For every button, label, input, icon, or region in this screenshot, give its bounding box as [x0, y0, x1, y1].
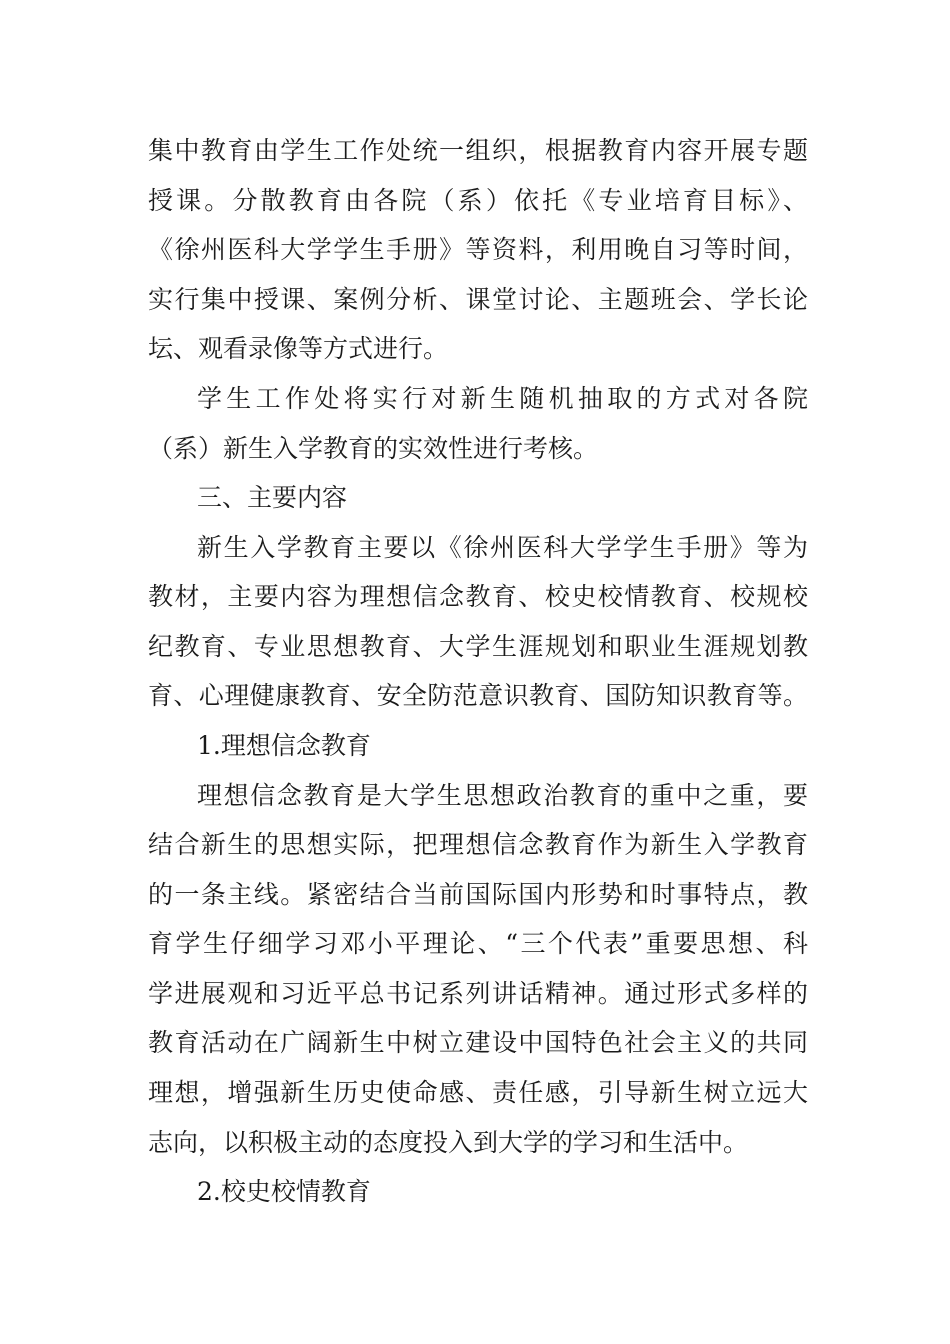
subheading-history: 2.校史校情教育 — [197, 1177, 371, 1206]
text-line: 理想，增强新生历史使命感、责任感，引导新生树立远大 — [148, 1078, 808, 1107]
text-line: 的一条主线。紧密结合当前国际国内形势和时事特点，教 — [148, 880, 808, 909]
text-line: 志向，以积极主动的态度投入到大学的学习和生活中。 — [148, 1128, 749, 1157]
text-line: 纪教育、专业思想教育、大学生涯规划和职业生涯规划教 — [148, 632, 808, 661]
text-line: 学生工作处将实行对新生随机抽取的方式对各院 — [197, 384, 808, 413]
text-line: 实行集中授课、案例分析、课堂讨论、主题班会、学长论 — [148, 285, 808, 314]
text-line: 理想信念教育是大学生思想政治教育的重中之重，要 — [197, 781, 808, 810]
text-line: 集中教育由学生工作处统一组织，根据教育内容开展专题 — [148, 136, 808, 165]
text-line: 新生入学教育主要以《徐州医科大学学生手册》等为 — [197, 533, 808, 562]
text-line: 育学生仔细学习邓小平理论、“三个代表”重要思想、科 — [148, 929, 808, 958]
text-line: 学进展观和习近平总书记系列讲话精神。通过形式多样的 — [148, 979, 808, 1008]
text-line: （系）新生入学教育的实效性进行考核。 — [148, 434, 599, 463]
text-line: 《徐州医科大学学生手册》等资料，利用晚自习等时间， — [148, 235, 808, 264]
text-line: 教材，主要内容为理想信念教育、校史校情教育、校规校 — [148, 582, 808, 611]
text-line: 坛、观看录像等方式进行。 — [148, 334, 449, 363]
subheading-ideals: 1.理想信念教育 — [197, 731, 371, 760]
section-heading-main-content: 三、主要内容 — [197, 483, 348, 512]
text-line: 结合新生的思想实际，把理想信念教育作为新生入学教育 — [148, 830, 808, 859]
text-line: 育、心理健康教育、安全防范意识教育、国防知识教育等。 — [148, 681, 808, 710]
text-line: 授课。分散教育由各院（系）依托《专业培育目标》、 — [148, 186, 808, 215]
text-line: 教育活动在广阔新生中树立建设中国特色社会主义的共同 — [148, 1028, 808, 1057]
